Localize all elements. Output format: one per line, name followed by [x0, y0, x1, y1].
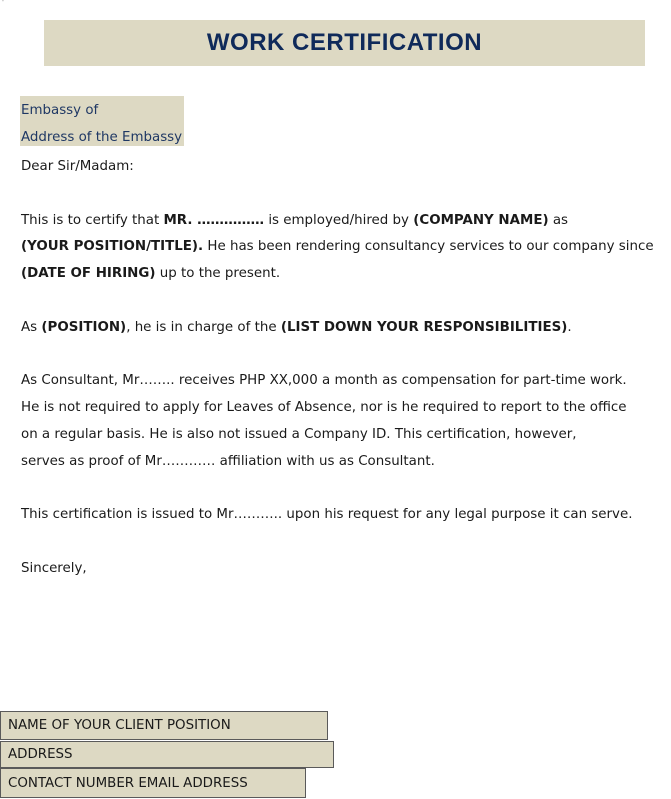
signature-contact — [0, 768, 306, 798]
paragraph-3-line-4: serves as proof of Mr………… affiliation with us as Consultant. — [21, 453, 435, 469]
blank-line — [21, 529, 651, 556]
paragraph-1-line-3 — [21, 261, 651, 288]
p1-text: as — [548, 212, 569, 228]
p1-text: This is to certify that — [21, 212, 164, 228]
blank-line — [21, 181, 651, 208]
signature-name-position — [0, 711, 328, 740]
paragraph-3-line-1: As Consultant, Mr…….. receives PHP XX,000 a month as compensation for part-time work. — [21, 373, 627, 389]
signature-name-position-text: NAME OF YOUR CLIENT POSITION — [8, 718, 231, 733]
blank-line — [21, 342, 651, 369]
p1-text: is employed/hired by — [264, 212, 414, 228]
p1-text: He has been rendering consultancy services to our company since — [203, 239, 654, 255]
date-of-hiring-placeholder: (DATE OF HIRING) — [21, 266, 156, 282]
company-name-placeholder: (COMPANY NAME) — [413, 212, 549, 228]
salutation: Dear Sir/Madam: — [21, 159, 134, 174]
paragraph-3-line-3: on a regular basis. He is also not issued a Company ID. This certification, however, — [21, 426, 577, 442]
document-title: WORK CERTIFICATION — [206, 29, 483, 56]
p2-text: As — [21, 319, 42, 335]
paragraph-4: This certification is issued to Mr……….. upon his request for any legal purpose it can serve. — [21, 507, 633, 523]
closing: Sincerely, — [21, 560, 87, 576]
signature-address-text: ADDRESS — [8, 747, 73, 762]
letter-body — [21, 154, 654, 583]
responsibilities-placeholder: (LIST DOWN YOUR RESPONSIBILITIES) — [280, 319, 568, 335]
p2-text: . — [567, 319, 572, 335]
corner-mark: ' — [2, 0, 4, 9]
p2-text: , he is in charge of the — [126, 319, 281, 335]
embassy-address: Address of the Embassy — [21, 130, 183, 145]
signature-address — [0, 741, 334, 768]
blank-line — [21, 288, 651, 315]
position-placeholder: (POSITION) — [41, 319, 127, 335]
blank-line — [21, 476, 651, 503]
employee-name-placeholder: MR. …………… — [163, 212, 265, 228]
signature-contact-text: CONTACT NUMBER EMAIL ADDRESS — [8, 775, 248, 791]
title-banner — [44, 20, 645, 66]
paragraph-3-line-2: He is not required to apply for Leaves of Absence, nor is he required to report to the office — [21, 400, 627, 416]
position-title-placeholder: (YOUR POSITION/TITLE). — [21, 239, 204, 255]
p1-text: up to the present. — [155, 266, 281, 282]
embassy-name: Embassy of — [21, 103, 99, 118]
paragraph-1-line-2 — [21, 234, 654, 261]
paragraph-1-line-1 — [21, 208, 651, 235]
embassy-address-block — [20, 96, 184, 146]
paragraph-2 — [21, 315, 651, 342]
